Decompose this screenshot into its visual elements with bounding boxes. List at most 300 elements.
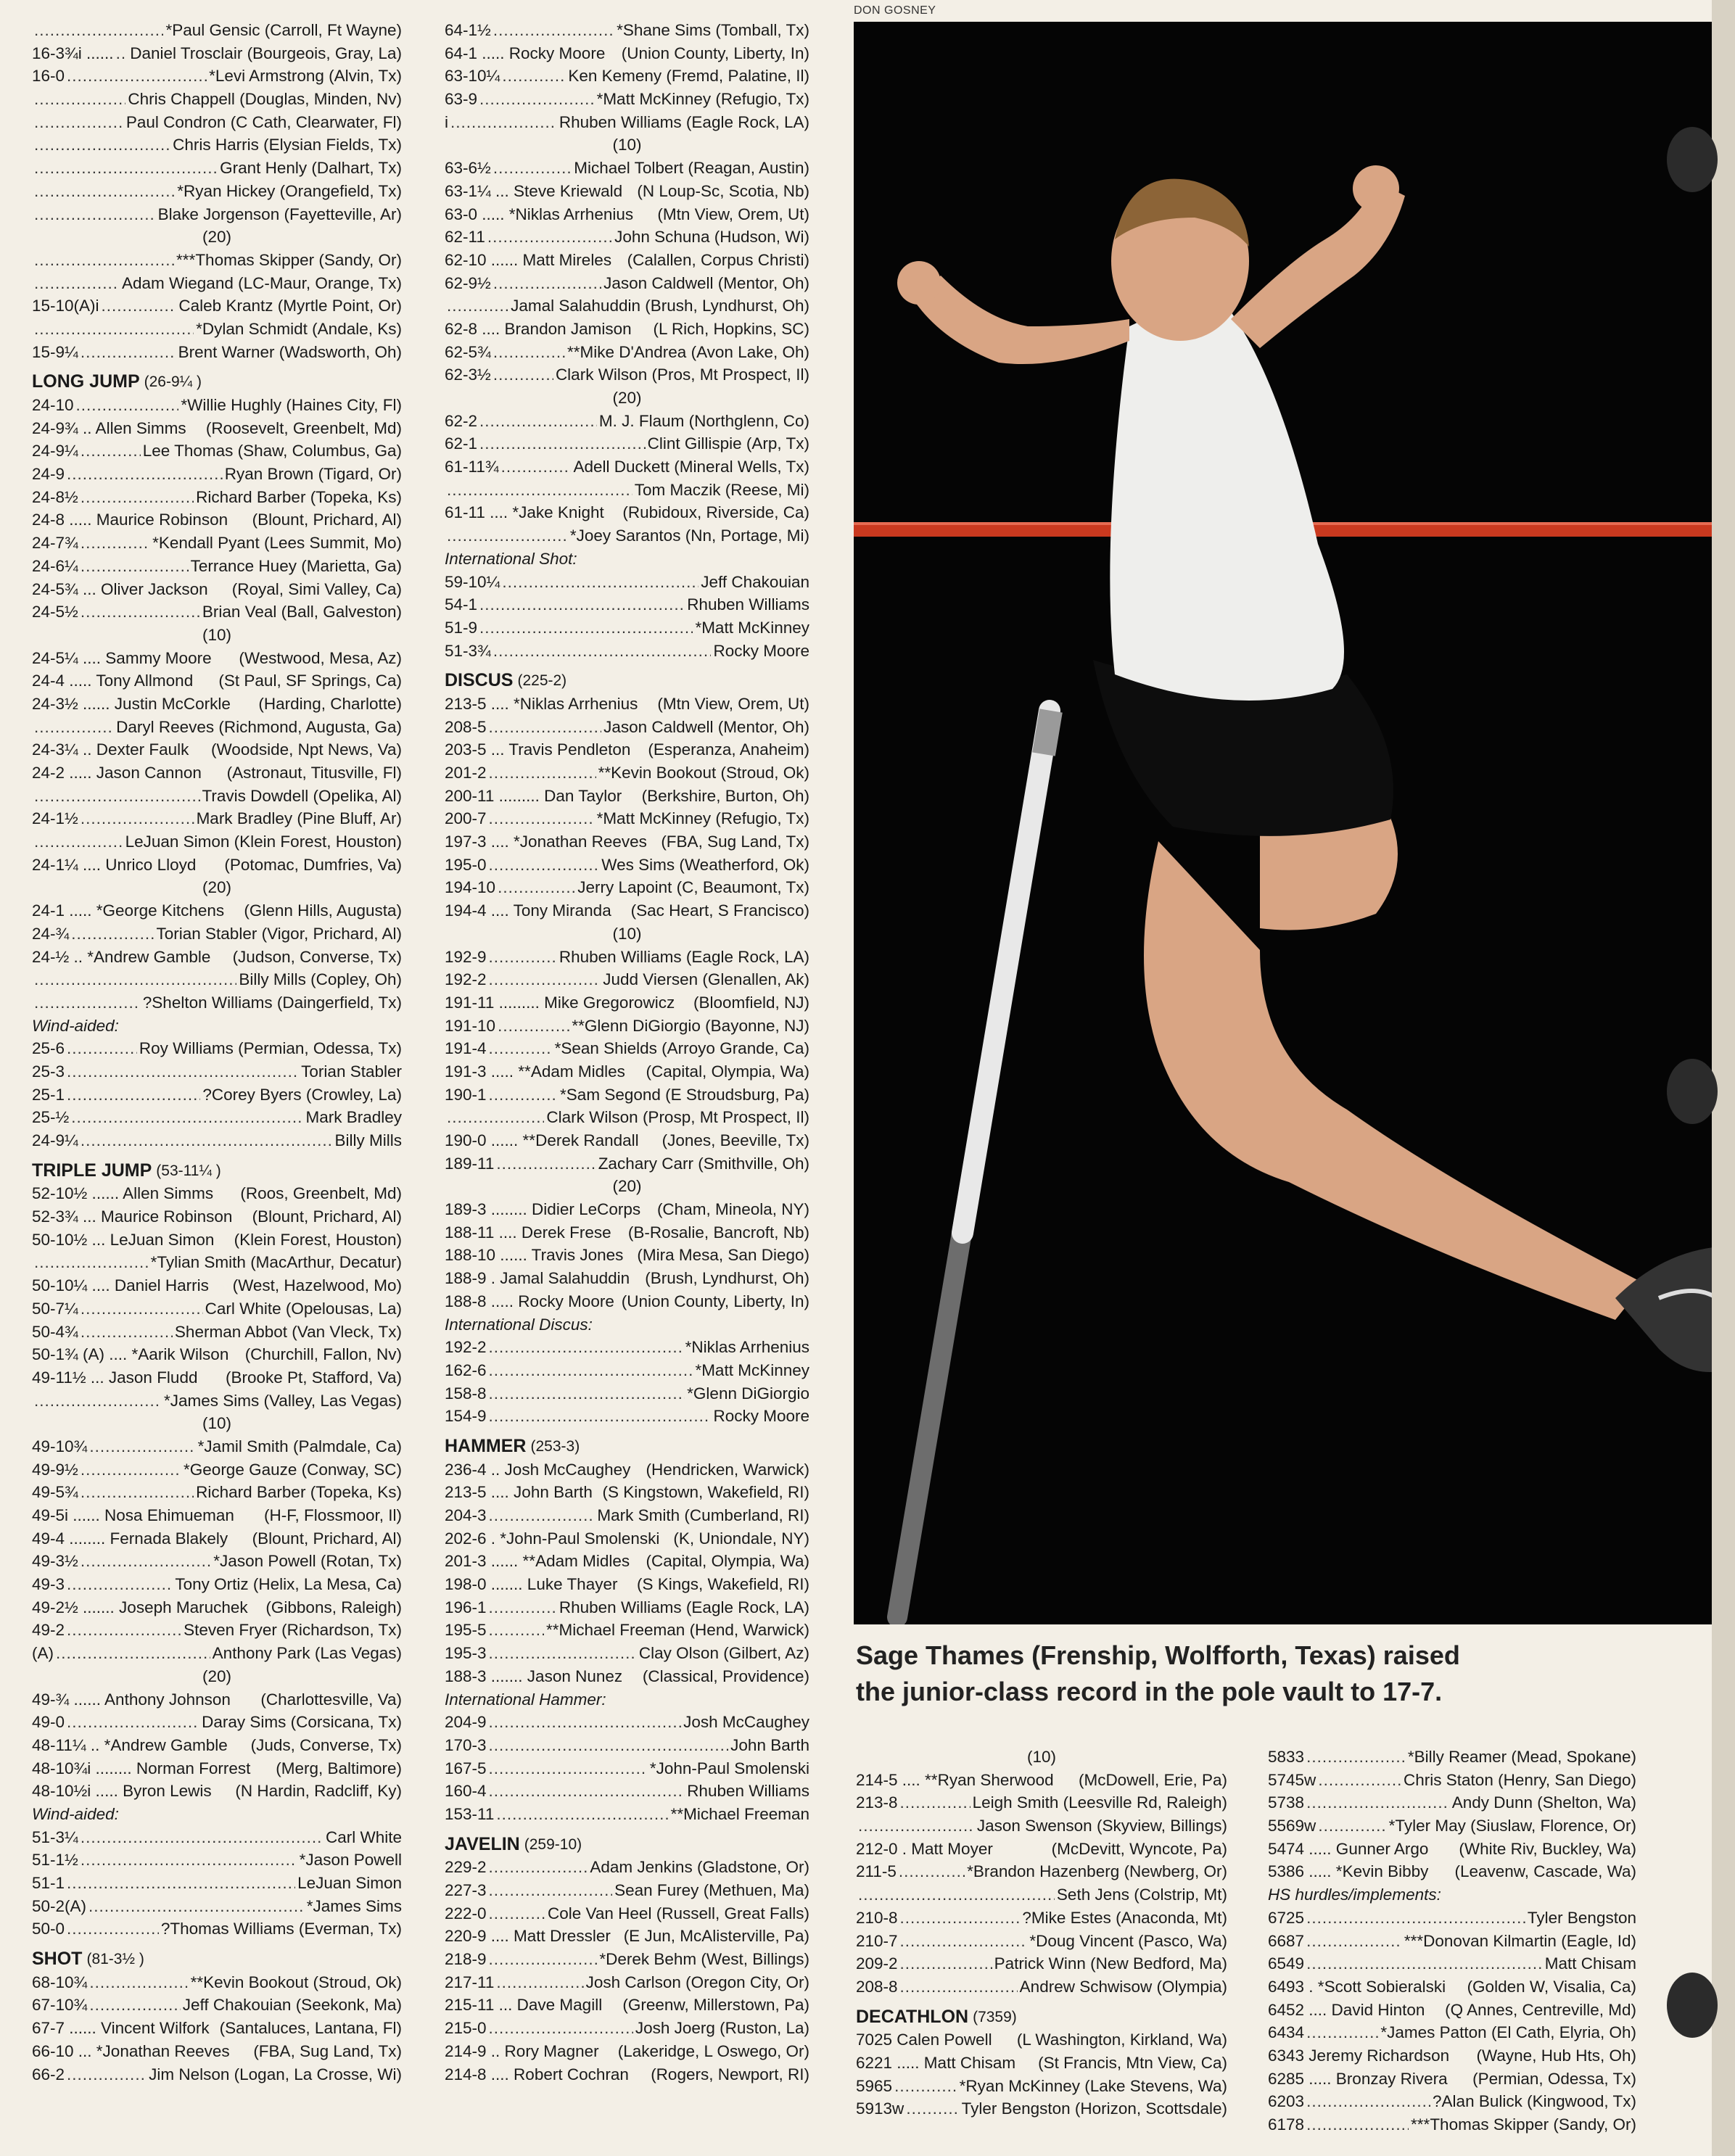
result-athlete: *Brandon Hazenberg (Newberg, Or) — [967, 1862, 1227, 1881]
result-mark: 6343 Jeremy Richardson — [1268, 2046, 1450, 2065]
result-mark: 188-3 ....... Jason Nunez — [445, 1666, 623, 1685]
result-row — [1268, 1814, 1636, 1838]
result-mark: 154-9 — [445, 1407, 487, 1426]
leader-dots — [56, 1642, 210, 1665]
result-athlete: (Hendricken, Warwick) — [646, 1460, 809, 1479]
leader-dots — [67, 463, 223, 486]
leader-dots — [34, 991, 141, 1015]
result-row — [32, 830, 402, 854]
event-heading — [856, 2006, 1227, 2029]
result-mark: 61-11¾ — [445, 458, 499, 476]
result-mark: 170-3 — [445, 1735, 487, 1754]
result-mark: 51-3¼ — [32, 1827, 78, 1846]
leader-dots — [489, 761, 596, 785]
result-athlete: (Esperanza, Anaheim) — [648, 740, 809, 759]
result-mark: 236-4 .. Josh McCaughey — [445, 1460, 631, 1479]
leader-dots — [34, 157, 218, 180]
result-mark: 24-9¼ — [32, 1131, 78, 1149]
event-heading — [32, 1948, 402, 1971]
leader-dots — [489, 1596, 557, 1619]
result-athlete: Sean Furey (Methuen, Ma) — [614, 1881, 809, 1899]
result-mark: 16-3¾i ...... — [32, 44, 114, 62]
result-athlete: Josh Carlson (Oregon City, Or) — [585, 1973, 809, 1991]
result-athlete: (H-F, Flossmoor, Il) — [263, 1506, 402, 1524]
result-mark: 5965 — [856, 2076, 893, 2095]
result-row — [445, 1780, 809, 1803]
result-row — [32, 968, 402, 991]
result-mark: 190-0 ...... **Derek Randall — [445, 1131, 639, 1149]
result-athlete: Roy Williams (Permian, Odessa, Tx) — [139, 1039, 402, 1058]
result-row — [32, 991, 402, 1015]
result-athlete: *Willie Hughly (Haines City, Fl) — [181, 396, 402, 414]
result-row — [32, 899, 402, 922]
leader-dots — [489, 854, 600, 877]
result-row — [32, 1895, 402, 1918]
result-athlete: Wes Sims (Weatherford, Ok) — [601, 855, 809, 874]
result-athlete: Andrew Schwisow (Olympia) — [1019, 1977, 1227, 1996]
leader-dots — [489, 1879, 613, 1902]
result-row — [32, 1917, 402, 1941]
result-athlete: *George Gauze (Conway, SC) — [184, 1460, 402, 1479]
result-mark: 213-8 — [856, 1793, 898, 1812]
result-mark: 198-0 ....... Luke Thayer — [445, 1575, 618, 1594]
result-row — [32, 600, 402, 624]
leader-dots — [489, 1083, 559, 1107]
result-row — [445, 479, 809, 502]
event-heading — [32, 371, 402, 394]
leader-dots — [34, 318, 194, 341]
result-row — [32, 1343, 402, 1366]
result-athlete: Carl White (Opelousas, La) — [205, 1299, 402, 1318]
result-mark: 64-1½ — [445, 21, 491, 39]
leader-dots — [81, 532, 150, 555]
result-mark: 24-1¼ .... Unrico Lloyd — [32, 855, 197, 874]
event-record: (253-3) — [530, 1437, 580, 1455]
result-athlete: (Juds, Converse, Tx) — [250, 1735, 402, 1754]
result-athlete: Chris Staton (Henry, San Diego) — [1404, 1770, 1636, 1789]
leader-dots — [67, 1060, 299, 1083]
results-column-2 — [445, 19, 809, 2086]
result-athlete: LeJuan Simon (Klein Forest, Houston) — [125, 833, 402, 851]
result-athlete: Seth Jens (Colstrip, Mt) — [1056, 1886, 1227, 1904]
result-row — [32, 1994, 402, 2017]
result-row — [445, 616, 809, 640]
result-row — [32, 1458, 402, 1482]
result-athlete: (L Washington, Kirkland, Wa) — [1016, 2031, 1227, 2049]
result-mark: 5913w — [856, 2099, 904, 2118]
leader-dots — [489, 1382, 685, 1405]
result-athlete: *Matt McKinney (Refugio, Tx) — [596, 809, 809, 828]
leader-dots — [67, 1711, 199, 1734]
result-athlete: (Santaluces, Lantana, Fl) — [219, 2019, 402, 2038]
result-row — [32, 1757, 402, 1780]
result-row — [32, 157, 402, 180]
result-mark: 52-10½ ...... Allen Simms — [32, 1184, 214, 1203]
result-mark: 214-9 .. Rory Magner — [445, 2041, 599, 2060]
result-mark: 204-3 — [445, 1506, 487, 1524]
result-athlete: John Schuna (Hudson, Wi) — [614, 228, 809, 247]
result-row — [32, 417, 402, 440]
result-athlete: *Sam Segond (E Stroudsburg, Pa) — [560, 1085, 809, 1104]
result-athlete: *Derek Behm (West, Billings) — [599, 1950, 809, 1969]
result-row — [32, 1734, 402, 1757]
subheading: Wind-aided: — [32, 1804, 119, 1823]
result-row — [1268, 2021, 1636, 2044]
leader-dots — [81, 1458, 181, 1482]
result-athlete: Torian Stabler — [301, 1062, 402, 1081]
leader-dots — [489, 968, 601, 991]
result-row — [1268, 1999, 1636, 2022]
leader-dots — [34, 968, 236, 991]
leader-dots — [67, 65, 207, 88]
event-heading — [445, 669, 809, 693]
leader-dots — [102, 294, 177, 318]
result-athlete: **Michael Freeman — [670, 1804, 809, 1823]
result-row — [445, 1665, 809, 1688]
result-mark: 201-2 — [445, 764, 487, 782]
leader-dots — [493, 272, 601, 295]
leader-dots — [489, 1757, 648, 1780]
leader-dots — [489, 1902, 545, 1925]
leader-dots — [906, 2097, 959, 2120]
result-row — [445, 1504, 809, 1527]
result-athlete: Terrance Huey (Marietta, Ga) — [190, 556, 402, 575]
leader-dots — [81, 807, 194, 830]
leader-dots — [81, 1826, 323, 1849]
result-row — [32, 1619, 402, 1642]
result-row — [856, 1952, 1227, 1975]
result-row — [32, 761, 402, 785]
leader-dots — [89, 1994, 180, 2017]
result-athlete: Jeff Chakouian — [701, 572, 809, 591]
result-mark: 6434 — [1268, 2023, 1305, 2042]
result-athlete: Tony Ortiz (Helix, La Mesa, Ca) — [175, 1575, 402, 1594]
result-mark: 24-10 — [32, 396, 74, 414]
result-athlete: (Churchill, Fallon, Nv) — [244, 1345, 402, 1364]
pole-vault-illustration — [854, 22, 1735, 1624]
result-mark: 24-4 ..... Tony Allmond — [32, 672, 194, 690]
result-mark: 49-5¾ — [32, 1483, 78, 1502]
result-row — [32, 555, 402, 578]
result-mark: 192-2 — [445, 970, 487, 989]
result-mark: 25-6 — [32, 1039, 65, 1058]
result-row — [32, 1435, 402, 1458]
result-athlete: *Paul Gensic (Carroll, Ft Wayne) — [165, 21, 402, 39]
result-athlete: Jamal Salahuddin (Brush, Lyndhurst, Oh) — [511, 297, 809, 315]
result-row — [32, 1205, 402, 1228]
result-athlete: (Berkshire, Burton, Oh) — [641, 786, 809, 805]
result-mark: (A) — [32, 1644, 54, 1663]
rank-marker: (20) — [612, 1177, 642, 1196]
leader-dots — [489, 1504, 595, 1527]
result-row — [445, 854, 809, 877]
result-athlete: (Wayne, Hub Hts, Oh) — [1476, 2046, 1636, 2065]
result-row — [445, 1619, 809, 1642]
result-athlete: Chris Chappell (Douglas, Minden, Nv) — [128, 90, 402, 109]
caption-line-1: Sage Thames (Frenship, Wolfforth, Texas) raised — [856, 1640, 1460, 1670]
result-athlete: John Barth — [730, 1735, 809, 1754]
result-mark: 62-8 .... Brandon Jamison — [445, 319, 632, 338]
result-athlete: Rocky Moore — [713, 641, 809, 660]
leader-dots — [493, 363, 553, 387]
result-mark: 50-2(A) — [32, 1896, 87, 1915]
result-row — [1268, 2044, 1636, 2068]
result-mark: 5386 ..... *Kevin Bibby — [1268, 1862, 1429, 1881]
result-mark: 5474 ..... Gunner Argo — [1268, 1839, 1429, 1858]
result-athlete: *Tylian Smith (MacArthur, Decatur) — [150, 1253, 402, 1272]
result-row — [1268, 1860, 1636, 1883]
result-row — [445, 738, 809, 761]
leader-dots — [67, 1872, 295, 1895]
result-athlete: (Greenw, Millerstown, Pa) — [622, 1996, 809, 2015]
result-athlete: (Royal, Simi Valley, Ca) — [231, 579, 402, 598]
result-mark: 6493 . *Scott Sobieralski — [1268, 1977, 1446, 1996]
result-mark: 49-2 — [32, 1621, 65, 1640]
leader-dots — [489, 1734, 729, 1757]
leader-dots — [34, 203, 156, 226]
result-athlete: Daniel Trosclair (Bourgeois, Gray, La) — [130, 44, 402, 62]
result-row — [32, 1060, 402, 1083]
leader-dots — [487, 226, 612, 249]
rank-marker: (10) — [612, 924, 642, 943]
results-column-1 — [32, 19, 402, 2086]
result-mark: 210-8 — [856, 1908, 898, 1927]
result-row — [32, 1642, 402, 1665]
result-mark: 200-7 — [445, 809, 487, 828]
result-athlete: (Cham, Mineola, NY) — [656, 1200, 809, 1219]
result-mark: 24-5¾ ... Oliver Jackson — [32, 579, 208, 598]
result-row — [32, 2040, 402, 2063]
result-athlete: Rocky Moore — [713, 1407, 809, 1426]
leader-dots — [76, 394, 179, 417]
subheading: International Discus: — [445, 1315, 593, 1334]
result-mark: 222-0 — [445, 1904, 487, 1922]
result-mark: 24-1 ..... *George Kitchens — [32, 901, 225, 920]
result-athlete: Zachary Carr (Smithville, Oh) — [598, 1154, 809, 1173]
result-mark: 24-9¾ .. Allen Simms — [32, 418, 186, 437]
result-row — [1268, 1838, 1636, 1861]
result-mark: 160-4 — [445, 1782, 487, 1801]
leader-dots — [489, 1037, 553, 1060]
result-mark: 24-9 — [32, 465, 65, 484]
result-athlete: *James Sims — [306, 1896, 402, 1915]
leader-dots — [81, 1321, 173, 1344]
result-row — [856, 1975, 1227, 1999]
result-mark: 191-3 ..... **Adam Midles — [445, 1062, 625, 1081]
result-athlete: **Kevin Bookout (Stroud, Ok) — [190, 1973, 402, 1991]
event-title: SHOT — [32, 1949, 83, 1970]
result-athlete: (Calallen, Corpus Christi) — [627, 250, 809, 269]
result-row — [856, 1791, 1227, 1814]
result-row — [32, 294, 402, 318]
result-row — [32, 1481, 402, 1504]
result-mark: 162-6 — [445, 1360, 487, 1379]
result-athlete: *Billy Reamer (Mead, Spokane) — [1407, 1748, 1636, 1766]
result-mark: 167-5 — [445, 1759, 487, 1777]
leader-dots — [489, 1619, 544, 1642]
result-athlete: (Roosevelt, Greenbelt, Md) — [205, 418, 402, 437]
rank-marker: (10) — [1026, 1748, 1056, 1766]
result-athlete: **Kevin Bookout (Stroud, Ok) — [598, 764, 809, 782]
result-athlete: *Tyler May (Siuslaw, Florence, Or) — [1388, 1817, 1636, 1835]
punch-hole — [1667, 1973, 1718, 2038]
result-row — [32, 439, 402, 463]
result-athlete: Richard Barber (Topeka, Ks) — [196, 487, 402, 506]
result-mark: 15-9¼ — [32, 342, 78, 361]
result-athlete: Tyler Bengston — [1527, 1908, 1636, 1927]
event-heading — [32, 1160, 402, 1183]
result-athlete: Mark Smith (Cumberland, RI) — [597, 1506, 809, 1524]
result-mark: 194-4 .... Tony Miranda — [445, 901, 611, 920]
result-athlete: Clark Wilson (Prosp, Mt Prospect, Il) — [546, 1108, 809, 1127]
result-row — [856, 1930, 1227, 1953]
result-row — [445, 785, 809, 808]
result-mark: 5833 — [1268, 1748, 1305, 1766]
result-row — [445, 593, 809, 616]
result-row — [32, 1780, 402, 1803]
result-row — [32, 486, 402, 509]
result-row — [445, 1405, 809, 1428]
result-mark: 51-3¾ — [445, 641, 491, 660]
result-athlete: *Sean Shields (Arroyo Grande, Ca) — [554, 1039, 809, 1058]
result-row — [32, 1182, 402, 1205]
result-row — [445, 2063, 809, 2086]
event-title: JAVELIN — [445, 1833, 520, 1854]
result-row — [445, 203, 809, 226]
result-mark: 24-1½ — [32, 809, 78, 828]
result-mark: 194-10 — [445, 878, 496, 897]
result-mark: 220-9 .... Matt Dressler — [445, 1927, 611, 1946]
result-row — [1268, 1907, 1636, 1930]
result-row — [445, 1481, 809, 1504]
result-athlete: *Joey Sarantos (Nn, Portage, Mi) — [569, 526, 809, 545]
punch-hole — [1667, 127, 1718, 192]
result-row — [445, 991, 809, 1015]
result-mark: 67-10¾ — [32, 1996, 88, 2015]
result-athlete: (S Kingstown, Wakefield, RI) — [602, 1483, 809, 1502]
result-row — [32, 1527, 402, 1550]
result-row — [32, 1688, 402, 1711]
result-row — [32, 508, 402, 532]
result-mark: 214-5 .... **Ryan Sherwood — [856, 1770, 1054, 1789]
result-row — [445, 501, 809, 524]
result-athlete: (Klein Forest, Houston) — [234, 1230, 402, 1249]
result-athlete: Anthony Park (Las Vegas) — [212, 1644, 402, 1663]
result-athlete: *James Sims (Valley, Las Vegas) — [163, 1391, 402, 1410]
result-mark: 49-3 — [32, 1575, 65, 1594]
result-row — [32, 1129, 402, 1152]
result-athlete: Adam Wiegand (LC-Maur, Orange, Tx) — [122, 273, 402, 292]
result-athlete: (Classical, Providence) — [642, 1666, 809, 1685]
result-row — [445, 1290, 809, 1313]
punch-hole — [1667, 1059, 1718, 1124]
result-row — [445, 341, 809, 364]
result-row — [445, 1129, 809, 1152]
result-mark: 200-11 ......... Dan Taylor — [445, 786, 622, 805]
leader-dots — [899, 1860, 965, 1883]
result-mark: 188-10 ...... Travis Jones — [445, 1246, 624, 1265]
leader-dots — [34, 272, 120, 295]
rank-marker: (10) — [202, 625, 231, 644]
result-row — [32, 647, 402, 670]
result-row — [445, 88, 809, 111]
result-mark: 215-11 ... Dave Magill — [445, 1996, 603, 2015]
result-athlete: Mark Bradley — [305, 1108, 402, 1127]
result-row — [32, 19, 402, 42]
event-record: (7359) — [973, 2008, 1017, 2025]
rank-marker: (20) — [202, 878, 231, 897]
result-mark: 25-1 — [32, 1085, 65, 1104]
result-athlete: (Mira Mesa, San Diego) — [637, 1246, 809, 1265]
result-row — [445, 1382, 809, 1405]
pole-vault-photo — [854, 22, 1735, 1624]
leader-dots — [489, 1780, 685, 1803]
result-mark: 191-4 — [445, 1039, 487, 1058]
leader-dots — [81, 439, 141, 463]
result-row — [445, 410, 809, 433]
result-row — [445, 1106, 809, 1129]
leader-dots — [450, 111, 557, 134]
leader-dots — [489, 716, 602, 739]
result-athlete: (Glenn Hills, Augusta) — [244, 901, 402, 920]
result-mark: 61-11 .... *Jake Knight — [445, 503, 604, 522]
result-row — [32, 1872, 402, 1895]
result-row — [856, 1883, 1227, 1907]
result-mark: 16-0 — [32, 67, 65, 86]
result-mark: 62-9½ — [445, 273, 491, 292]
result-mark: 67-7 ...... Vincent Wilfork — [32, 2019, 210, 2038]
result-mark: 24-7¾ — [32, 534, 78, 553]
result-row — [1268, 2090, 1636, 2113]
result-row — [445, 1902, 809, 1925]
result-athlete: Ken Kemeny (Fremd, Palatine, Il) — [568, 67, 809, 86]
leader-dots — [67, 1083, 200, 1107]
result-mark: 195-0 — [445, 855, 487, 874]
result-athlete: Rhuben Williams (Eagle Rock, LA) — [559, 112, 809, 131]
photo-credit: DON GOSNEY — [854, 4, 936, 17]
result-mark: 50-4¾ — [32, 1322, 78, 1341]
result-mark: 215-0 — [445, 2019, 487, 2038]
result-row — [32, 133, 402, 157]
result-athlete: (Golden W, Visalia, Ca) — [1467, 1977, 1636, 1996]
result-mark: 24-5¼ .... Sammy Moore — [32, 648, 212, 667]
result-row — [445, 1198, 809, 1221]
result-athlete: (L Rich, Hopkins, SC) — [653, 319, 809, 338]
result-athlete: Daryl Reeves (Richmond, Augusta, Ga) — [116, 717, 402, 736]
result-row — [445, 42, 809, 65]
leader-dots — [34, 180, 175, 203]
leader-dots — [116, 42, 128, 65]
result-row — [32, 42, 402, 65]
result-athlete: Matt Chisam — [1544, 1954, 1636, 1973]
leader-dots — [489, 1642, 637, 1665]
result-athlete: (FBA, Sug Land, Tx) — [661, 833, 809, 851]
leader-dots — [858, 1883, 1055, 1907]
result-mark: 62-11 — [445, 228, 485, 247]
result-row — [445, 294, 809, 318]
result-athlete: (Blount, Prichard, Al) — [252, 1207, 402, 1226]
result-row — [856, 1814, 1227, 1838]
leader-dots — [67, 1619, 181, 1642]
subheading: International Shot: — [445, 549, 577, 568]
result-mark: 6725 — [1268, 1908, 1305, 1927]
result-athlete: LeJuan Simon — [297, 1874, 402, 1892]
result-mark: 49-9½ — [32, 1460, 78, 1479]
result-athlete: (Union County, Liberty, In) — [621, 1292, 809, 1310]
result-mark: 227-3 — [445, 1881, 487, 1899]
leader-dots — [34, 830, 123, 854]
leader-dots — [479, 432, 646, 455]
